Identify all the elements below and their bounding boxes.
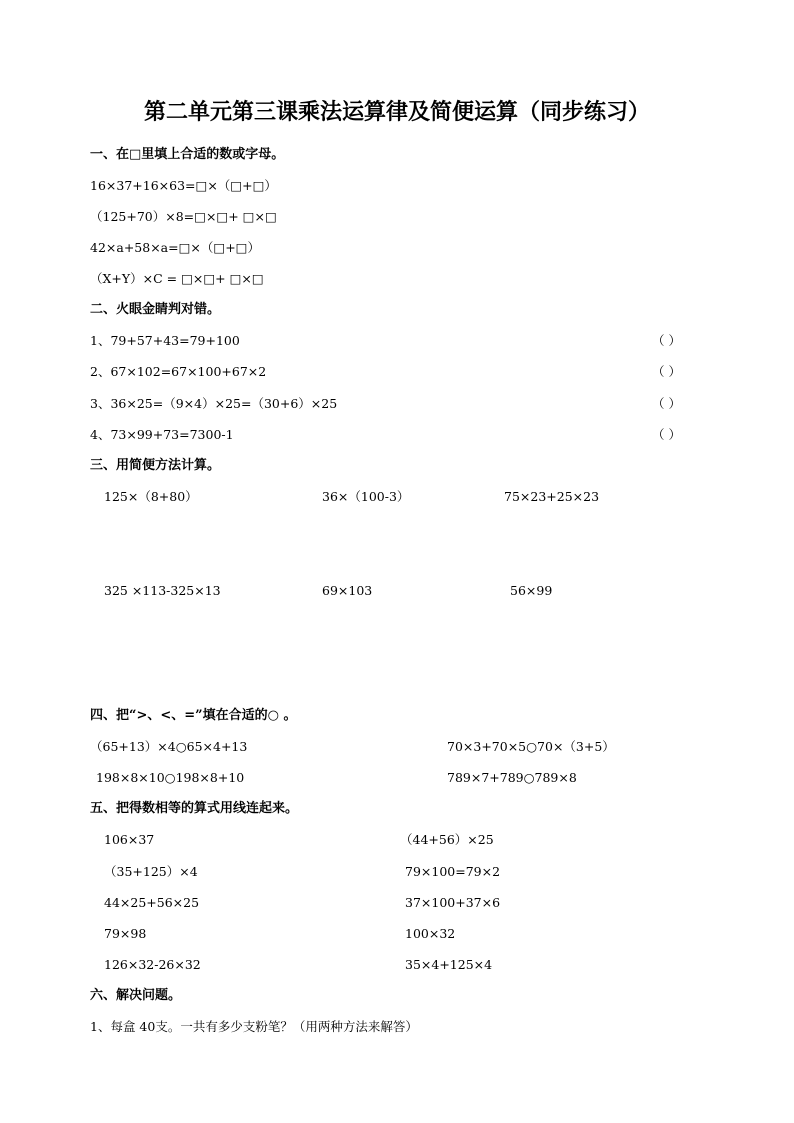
- compare-item-3: 198×8×10○198×8+10: [96, 770, 245, 785]
- judge-item-1: 1、79+57+43=79+100: [90, 333, 240, 348]
- judge-bracket-1: （ ）: [652, 333, 681, 348]
- judge-bracket-4: （ ）: [652, 427, 681, 442]
- calc-problem-4: 325 ×113-325×13: [104, 583, 221, 598]
- match-left-2: （35+125）×4: [104, 864, 198, 879]
- judge-item-4: 4、73×99+73=7300-1: [90, 427, 234, 442]
- judge-bracket-3: （ ）: [652, 396, 681, 411]
- fill-blank-line-4: （X+Y）×C = □×□+ □×□: [90, 271, 264, 286]
- match-left-5: 126×32-26×32: [104, 957, 201, 972]
- match-right-1: （44+56）×25: [400, 832, 494, 847]
- fill-blank-line-3: 42×a+58×a=□×（□+□）: [90, 240, 260, 255]
- section-2-heading: 二、火眼金睛判对错。: [90, 302, 221, 317]
- compare-item-2: 70×3+70×5○70×（3+5）: [447, 739, 615, 754]
- match-left-1: 106×37: [104, 832, 155, 847]
- calc-problem-5: 69×103: [322, 583, 373, 598]
- calc-problem-3: 75×23+25×23: [504, 489, 600, 504]
- section-3-heading: 三、用简便方法计算。: [90, 458, 221, 473]
- match-left-3: 44×25+56×25: [104, 895, 200, 910]
- compare-item-4: 789×7+789○789×8: [447, 770, 577, 785]
- fill-blank-line-1: 16×37+16×63=□×（□+□）: [90, 178, 277, 193]
- section-6-heading: 六、解决问题。: [90, 988, 182, 1003]
- section-4-heading: 四、把“>、<、=”填在合适的○ 。: [90, 708, 297, 723]
- match-right-5: 35×4+125×4: [405, 957, 493, 972]
- section-5-heading: 五、把得数相等的算式用线连起来。: [90, 801, 299, 816]
- judge-item-3: 3、36×25=（9×4）×25=（30+6）×25: [90, 396, 338, 411]
- word-problem-1: 1、每盒 40支。一共有多少支粉笔？（用两种方法来解答）: [90, 1019, 418, 1034]
- match-right-3: 37×100+37×6: [405, 895, 501, 910]
- match-right-2: 79×100=79×2: [405, 864, 501, 879]
- calc-problem-2: 36×（100-3）: [322, 489, 410, 504]
- judge-bracket-2: （ ）: [652, 364, 681, 379]
- judge-item-2: 2、67×102=67×100+67×2: [90, 364, 267, 379]
- page-title: 第二单元第三课乘法运算律及简便运算（同步练习）: [143, 99, 650, 125]
- fill-blank-line-2: （125+70）×8=□×□+ □×□: [90, 209, 277, 224]
- calc-problem-6: 56×99: [510, 583, 553, 598]
- match-right-4: 100×32: [405, 926, 456, 941]
- compare-item-1: （65+13）×4○65×4+13: [90, 739, 248, 754]
- calc-problem-1: 125×（8+80）: [104, 489, 198, 504]
- match-left-4: 79×98: [104, 926, 147, 941]
- section-1-heading: 一、在□里填上合适的数或字母。: [90, 147, 285, 162]
